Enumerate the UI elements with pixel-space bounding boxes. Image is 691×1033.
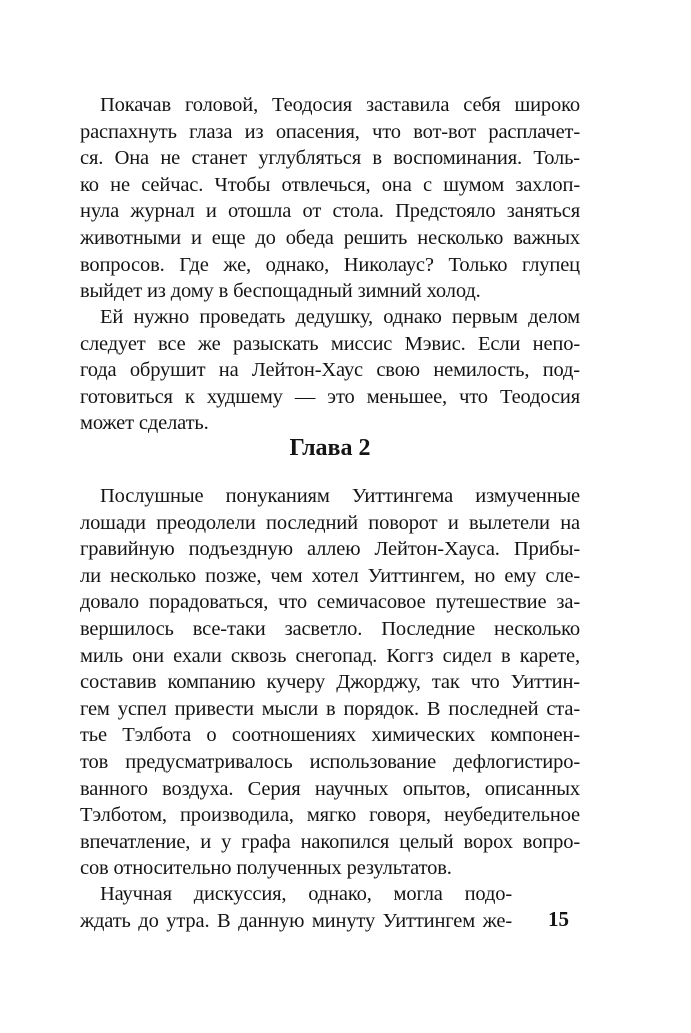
paragraph-line: нула журнал и отошла от стола. Предстояло заняться (80, 200, 580, 223)
paragraph-line: гравийную подъездную аллею Лейтон-Хауса. Прибы- (80, 538, 580, 561)
paragraph-line: составив компанию кучеру Джорджу, так что Уиттин- (80, 671, 580, 694)
paragraph-line: вопросов. Где же, однако, Николаус? Только глупец (80, 253, 580, 276)
paragraph-line: миль они ехали сквозь снегопад. Коггз сидел в карете, (80, 644, 580, 667)
paragraph-line: тов предусматривалось использование дефлогистиро- (80, 750, 580, 773)
paragraph-line: распахнуть глаза из опасения, что вот-вот расплачет- (80, 120, 580, 143)
paragraph-line: Ей нужно проведать дедушку, однако первым делом (100, 306, 580, 328)
paragraph-3 (80, 483, 580, 882)
paragraph-line: впечатление, и у графа накопился целый ворох вопро- (80, 830, 580, 853)
paragraph-line: ванного воздуха. Серия научных опытов, описанных (80, 777, 580, 800)
paragraph-line: Тэлботом, производила, мягко говоря, неубедительное (80, 804, 580, 827)
paragraph-line: лошади преодолели последний поворот и вылетели на (80, 511, 580, 534)
paragraph-line: выйдет из дому в беспощадный зимний холод. (80, 280, 481, 303)
page-number: 15 (548, 907, 569, 931)
chapter-heading: Глава 2 (289, 435, 371, 461)
paragraph-1 (80, 92, 580, 305)
paragraph-line: Научная дискуссия, однако, могла подо- (100, 883, 512, 905)
paragraph-line: вершилось все-таки засветло. Последние несколько (80, 617, 580, 640)
paragraph-line: следует все же разыскать миссис Мэвис. Если непо- (80, 332, 580, 355)
paragraph-2 (80, 304, 580, 437)
paragraph-line: животными и еще до обеда решить несколько важных (80, 226, 580, 249)
paragraph-line: ли несколько позже, чем хотел Уиттингем, но ему сле- (80, 564, 580, 587)
paragraph-line: ся. Она не станет углубляться в воспоминания. Толь- (80, 147, 580, 170)
paragraph-line: тье Тэлбота о соотношениях химических компонен- (80, 724, 580, 747)
paragraph-line: сов относительно полученных результатов. (80, 857, 452, 880)
paragraph-line: довало порадоваться, что семичасовое путешествие за- (80, 591, 580, 614)
paragraph-line: гем успел привести мысли в порядок. В последней ста- (80, 697, 580, 720)
paragraph-line: готовиться к худшему — это меньшее, что Теодосия (80, 385, 580, 408)
paragraph-4 (80, 881, 512, 934)
paragraph-line: Послушные понуканиям Уиттингема измученные (100, 485, 580, 507)
paragraph-line: Покачав головой, Теодосия заставила себя широко (100, 94, 580, 116)
paragraph-line: ко не сейчас. Чтобы отвлечься, она с шумом захлоп- (80, 173, 580, 196)
paragraph-line: может сделать. (80, 412, 209, 435)
paragraph-line: года обрушит на Лейтон-Хаус свою немилость, под- (80, 359, 580, 382)
paragraph-line: ждать до утра. В данную минуту Уиттингем же- (80, 909, 512, 932)
